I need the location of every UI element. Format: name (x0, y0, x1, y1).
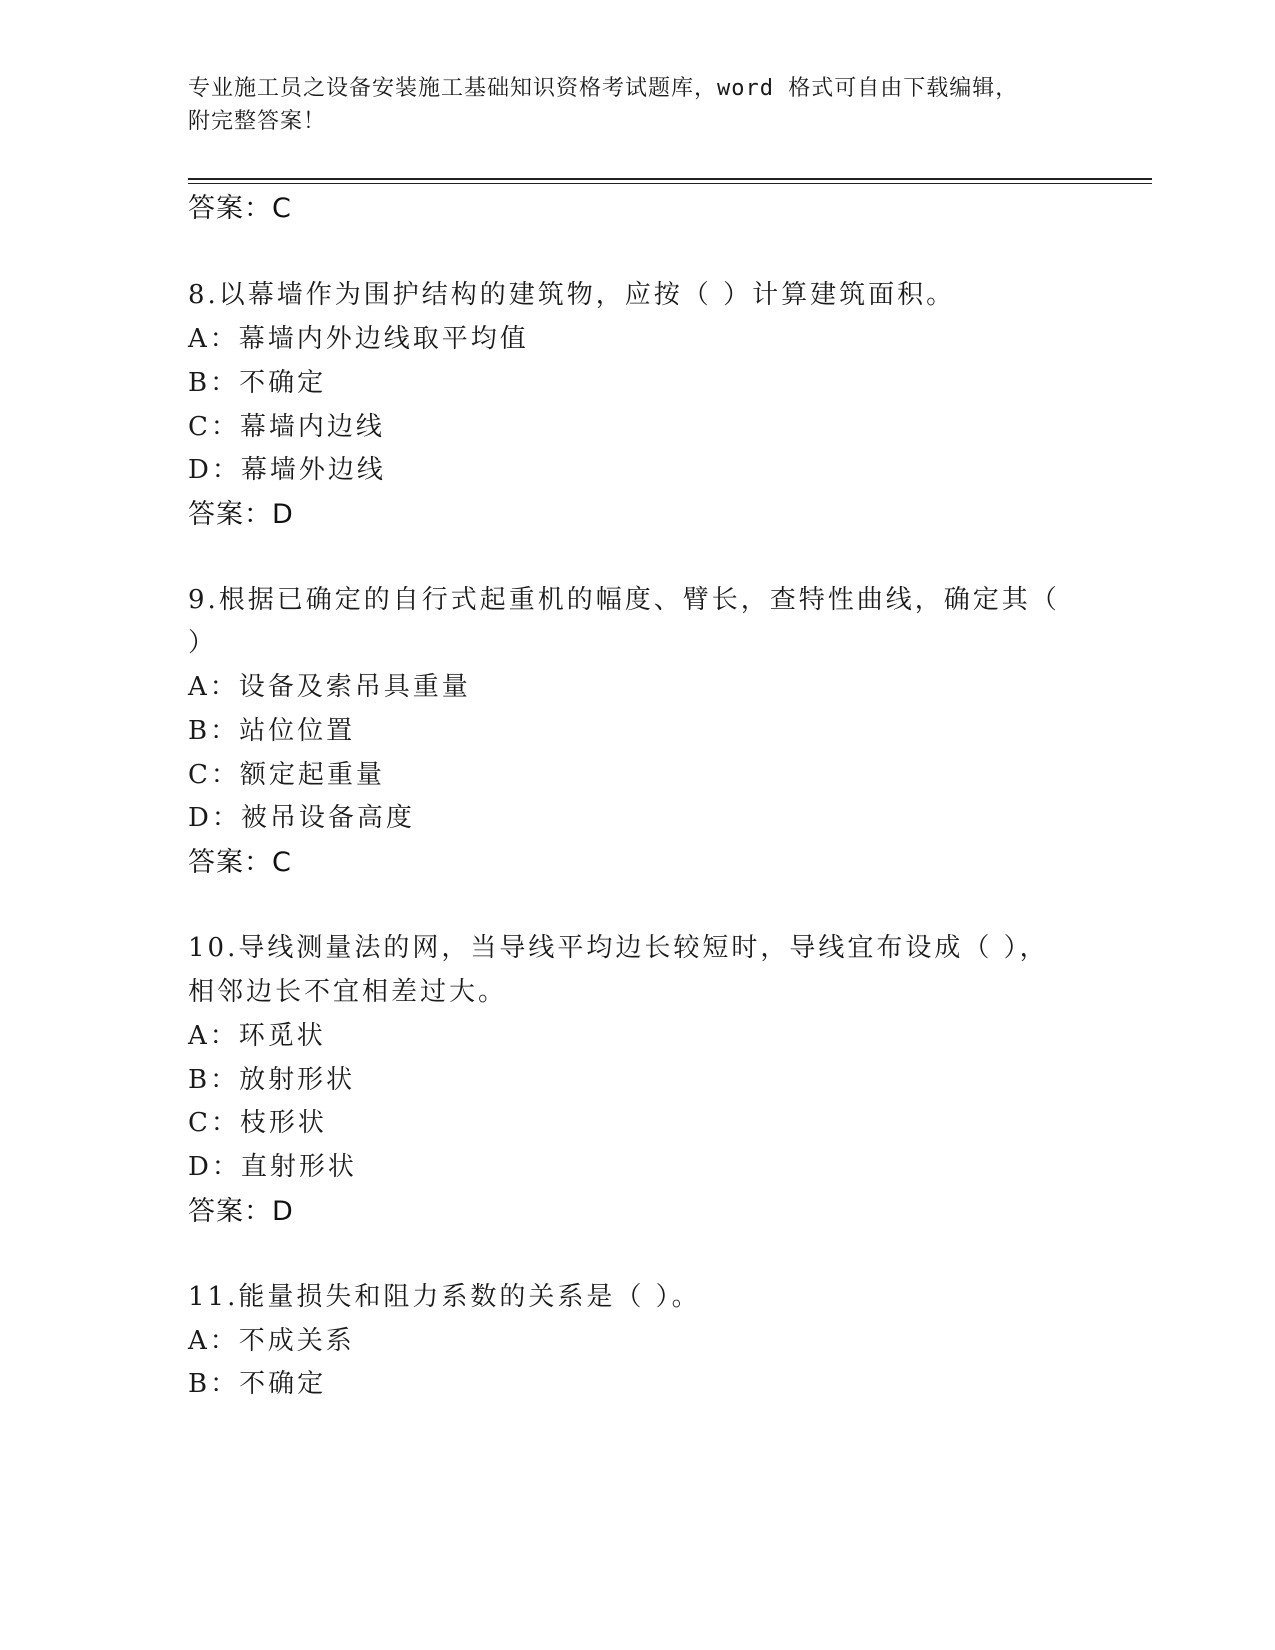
document-header (188, 72, 1068, 138)
header-line-1: 专业施工员之设备安装施工基础知识资格考试题库，word 格式可自由下载编辑， (188, 76, 1019, 101)
question-10-option-c: C：枝形状 (188, 1108, 327, 1138)
question-10-option-b: B：放射形状 (188, 1065, 356, 1095)
question-11-option-b: B：不确定 (188, 1369, 327, 1399)
question-9-option-a: A：设备及索吊具重量 (188, 672, 471, 702)
question-8-option-d: D：幕墙外边线 (188, 455, 386, 485)
question-8-option-b: B：不确定 (188, 368, 327, 398)
question-9-stem-cont: ） (188, 628, 218, 658)
question-10-option-d: D：直射形状 (188, 1152, 357, 1182)
question-9-option-b: B：站位位置 (188, 716, 356, 746)
question-9-answer: 答案：C (188, 847, 292, 878)
question-9-stem: 9.根据已确定的自行式起重机的幅度、臂长，查特性曲线，确定其（ (188, 585, 1060, 615)
question-10-stem: 10.导线测量法的网，当导线平均边长较短时，导线宜布设成（ ）， (188, 933, 1049, 963)
header-line-2: 附完整答案！ (188, 109, 327, 134)
question-11-option-a: A：不成关系 (188, 1326, 355, 1356)
question-10-answer: 答案：D (188, 1196, 294, 1227)
question-9-option-c: C：额定起重量 (188, 760, 385, 790)
question-10-stem-cont: 相邻边长不宜相差过大。 (188, 977, 508, 1007)
question-8-option-a: A：幕墙内外边线取平均值 (188, 324, 529, 354)
question-9-option-d: D：被吊设备高度 (188, 803, 415, 833)
previous-answer: 答案：C (188, 193, 292, 224)
question-8-option-c: C：幕墙内边线 (188, 412, 385, 442)
question-11-stem: 11.能量损失和阻力系数的关系是（ ）。 (188, 1282, 701, 1312)
question-8-answer: 答案：D (188, 499, 294, 530)
header-divider (188, 178, 1152, 180)
header-divider-thin (188, 183, 1152, 184)
question-10-option-a: A：环觅状 (188, 1021, 326, 1051)
question-8-stem: 8.以幕墙作为围护结构的建筑物，应按（ ）计算建筑面积。 (188, 280, 956, 310)
